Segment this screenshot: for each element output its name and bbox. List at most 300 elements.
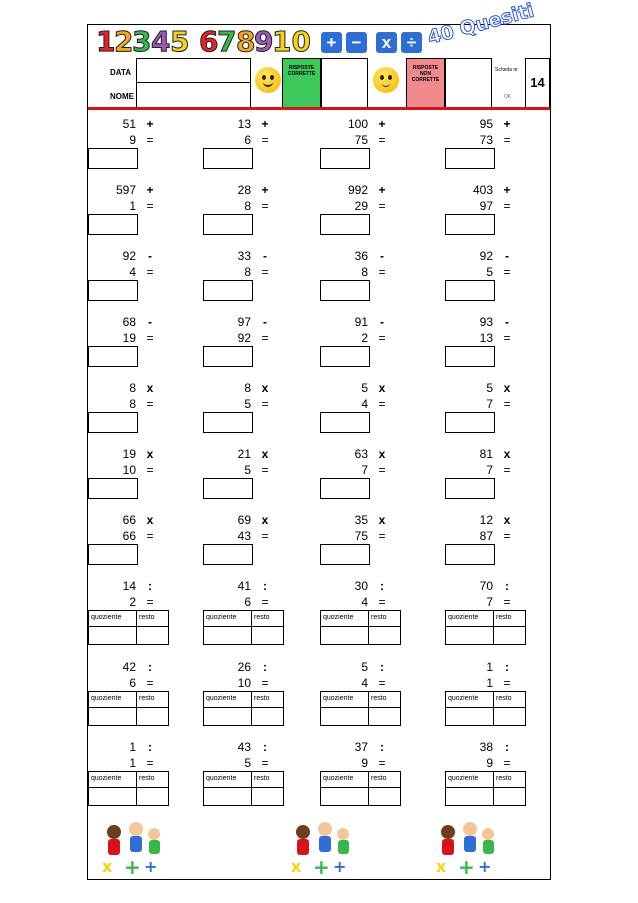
resto-input[interactable] <box>252 788 283 805</box>
answer-box[interactable] <box>320 544 370 565</box>
resto-input[interactable] <box>137 708 168 725</box>
first-operand: 1 <box>486 660 493 674</box>
answer-box[interactable] <box>88 280 138 301</box>
operator-symbol: : <box>263 579 267 593</box>
second-operand: 2 <box>361 331 368 345</box>
first-operand: 12 <box>479 513 493 527</box>
equals-sign: = <box>261 199 269 213</box>
logo-digit: 6 <box>199 25 219 58</box>
quoziente-input[interactable] <box>204 708 251 725</box>
svg-text:+: + <box>458 855 475 879</box>
division-answer-box <box>203 691 284 726</box>
operator-symbol: : <box>148 660 152 674</box>
first-operand: 35 <box>354 513 368 527</box>
exercise <box>88 579 208 641</box>
second-operand: 8 <box>244 265 251 279</box>
quoziente-label: quoziente <box>323 695 354 702</box>
resto-input[interactable] <box>369 708 400 725</box>
times-icon: x <box>376 32 397 53</box>
operator-symbol: : <box>505 660 509 674</box>
equals-sign: = <box>378 676 386 690</box>
quoziente-label: quoziente <box>323 775 354 782</box>
resto-label: resto <box>139 775 155 782</box>
second-operand: 5 <box>244 397 251 411</box>
division-answer-box <box>88 771 169 806</box>
exercise <box>203 183 323 245</box>
first-operand: 69 <box>237 513 251 527</box>
first-operand: 19 <box>122 447 136 461</box>
svg-text:+: + <box>313 855 330 879</box>
first-operand: 37 <box>354 740 368 754</box>
correct-count-field[interactable] <box>321 58 368 108</box>
first-operand: 30 <box>354 579 368 593</box>
quoziente-input[interactable] <box>321 708 368 725</box>
answer-box[interactable] <box>320 346 370 367</box>
equals-sign: = <box>146 331 154 345</box>
exercise <box>320 249 440 311</box>
svg-text:+: + <box>333 857 347 876</box>
equals-sign: = <box>261 265 269 279</box>
first-operand: 8 <box>129 381 136 395</box>
resto-input[interactable] <box>137 788 168 805</box>
resto-label: resto <box>371 614 387 621</box>
second-operand: 7 <box>486 397 493 411</box>
first-operand: 8 <box>244 381 251 395</box>
worksheet <box>87 0 551 880</box>
division-answer-box <box>445 691 526 726</box>
exercise <box>88 249 208 311</box>
exercise <box>445 315 565 377</box>
resto-label: resto <box>496 695 512 702</box>
first-operand: 5 <box>486 381 493 395</box>
answer-box[interactable] <box>88 148 138 169</box>
operator-symbol: x <box>503 381 511 395</box>
first-operand: 63 <box>354 447 368 461</box>
logo-digit: 8 <box>236 25 256 58</box>
operator-symbol: - <box>380 249 384 263</box>
quoziente-input[interactable] <box>89 788 136 805</box>
second-operand: 73 <box>479 133 493 147</box>
exercise <box>320 381 440 443</box>
quoziente-input[interactable] <box>204 627 251 644</box>
answer-box[interactable] <box>445 544 495 565</box>
quoziente-label: quoziente <box>448 775 479 782</box>
operator-symbol: - <box>505 315 509 329</box>
quoziente-input[interactable] <box>89 708 136 725</box>
equals-sign: = <box>378 133 386 147</box>
exercise <box>88 513 208 575</box>
first-operand: 100 <box>347 117 368 131</box>
equals-sign: = <box>261 463 269 477</box>
resto-input[interactable] <box>494 788 525 805</box>
first-operand: 26 <box>237 660 251 674</box>
data-label: DATA <box>110 68 132 77</box>
resto-label: resto <box>254 695 270 702</box>
header <box>88 58 550 108</box>
second-operand: 6 <box>129 676 136 690</box>
equals-sign: = <box>146 133 154 147</box>
second-operand: 13 <box>479 331 493 345</box>
equals-sign: = <box>146 676 154 690</box>
resto-label: resto <box>139 614 155 621</box>
operator-symbol: x <box>146 381 154 395</box>
first-operand: 13 <box>237 117 251 131</box>
equals-sign: = <box>146 265 154 279</box>
svg-text:x: x <box>291 857 302 876</box>
answer-box[interactable] <box>203 478 253 499</box>
first-operand: 36 <box>354 249 368 263</box>
answer-box[interactable] <box>203 346 253 367</box>
exercise <box>88 117 208 179</box>
equals-sign: = <box>378 595 386 609</box>
equals-sign: = <box>378 397 386 411</box>
division-answer-box <box>445 771 526 806</box>
first-operand: 97 <box>237 315 251 329</box>
resto-input[interactable] <box>137 627 168 644</box>
resto-input[interactable] <box>252 627 283 644</box>
first-operand: 992 <box>347 183 368 197</box>
operator-symbol: : <box>263 740 267 754</box>
answer-box[interactable] <box>88 544 138 565</box>
answer-box[interactable] <box>320 280 370 301</box>
second-operand: 19 <box>122 331 136 345</box>
division-answer-box <box>320 771 401 806</box>
answer-box[interactable] <box>445 148 495 169</box>
first-operand: 14 <box>122 579 136 593</box>
operator-symbol: - <box>263 315 267 329</box>
answer-box[interactable] <box>88 478 138 499</box>
quoziente-input[interactable] <box>321 788 368 805</box>
kids-math-illustration <box>430 820 500 879</box>
thinking-smiley-icon <box>373 67 399 93</box>
first-operand: 95 <box>479 117 493 131</box>
first-operand: 93 <box>479 315 493 329</box>
answer-box[interactable] <box>445 412 495 433</box>
first-operand: 41 <box>237 579 251 593</box>
first-operand: 5 <box>361 381 368 395</box>
operator-symbol: - <box>148 249 152 263</box>
resto-input[interactable] <box>494 708 525 725</box>
nome-label: NOME <box>110 92 134 101</box>
equals-sign: = <box>503 331 511 345</box>
exercise <box>203 315 323 377</box>
answer-box[interactable] <box>320 214 370 235</box>
equals-sign: = <box>503 397 511 411</box>
operator-symbol: x <box>378 447 386 461</box>
second-operand: 7 <box>486 463 493 477</box>
answer-box[interactable] <box>445 346 495 367</box>
second-operand: 97 <box>479 199 493 213</box>
first-operand: 92 <box>122 249 136 263</box>
division-answer-box <box>203 610 284 645</box>
exercise <box>320 740 440 802</box>
division-answer-box <box>203 771 284 806</box>
answer-box[interactable] <box>203 412 253 433</box>
second-operand: 10 <box>122 463 136 477</box>
second-operand: 29 <box>354 199 368 213</box>
first-operand: 42 <box>122 660 136 674</box>
svg-text:+: + <box>124 855 141 879</box>
first-operand: 68 <box>122 315 136 329</box>
resto-input[interactable] <box>369 788 400 805</box>
exercise <box>88 740 208 802</box>
operator-symbol: : <box>263 660 267 674</box>
answer-box[interactable] <box>203 214 253 235</box>
answer-box[interactable] <box>320 148 370 169</box>
equals-sign: = <box>503 756 511 770</box>
divide-icon: ÷ <box>401 32 422 53</box>
exercise <box>445 183 565 245</box>
data-field[interactable] <box>136 58 251 108</box>
equals-sign: = <box>146 529 154 543</box>
scheda-number: 14 <box>530 75 545 90</box>
equals-sign: = <box>503 199 511 213</box>
operator-symbol: - <box>148 315 152 329</box>
operator-symbol: + <box>261 183 269 197</box>
second-operand: 6 <box>244 595 251 609</box>
quoziente-label: quoziente <box>448 695 479 702</box>
operator-symbol: x <box>378 381 386 395</box>
division-answer-box <box>320 691 401 726</box>
equals-sign: = <box>261 595 269 609</box>
division-answer-box <box>88 691 169 726</box>
second-operand: 4 <box>361 397 368 411</box>
answer-box[interactable] <box>445 280 495 301</box>
first-operand: 1 <box>129 740 136 754</box>
second-operand: 8 <box>129 397 136 411</box>
operator-symbol: x <box>146 513 154 527</box>
svg-text:x: x <box>102 857 113 876</box>
quoziente-label: quoziente <box>91 614 122 621</box>
first-operand: 5 <box>361 660 368 674</box>
quoziente-input[interactable] <box>446 788 493 805</box>
kids-math-illustration <box>96 820 166 879</box>
exercise <box>445 579 565 641</box>
answer-box[interactable] <box>445 478 495 499</box>
second-operand: 7 <box>361 463 368 477</box>
answer-box[interactable] <box>445 214 495 235</box>
exercise <box>88 315 208 377</box>
second-operand: 9 <box>361 756 368 770</box>
equals-sign: = <box>261 756 269 770</box>
exercise <box>203 117 323 179</box>
second-operand: 8 <box>244 199 251 213</box>
answer-box[interactable] <box>88 412 138 433</box>
operator-symbol: + <box>261 117 269 131</box>
exercise <box>88 183 208 245</box>
nome-field-divider <box>136 82 251 83</box>
minus-icon: − <box>346 32 367 53</box>
operator-symbol: : <box>380 660 384 674</box>
operator-symbol: x <box>503 447 511 461</box>
second-operand: 4 <box>361 595 368 609</box>
equals-sign: = <box>503 133 511 147</box>
equals-sign: = <box>261 529 269 543</box>
resto-label: resto <box>371 775 387 782</box>
quoziente-input[interactable] <box>446 708 493 725</box>
second-operand: 1 <box>486 676 493 690</box>
happy-smiley-icon <box>255 67 281 93</box>
quoziente-label: quoziente <box>323 614 354 621</box>
first-operand: 81 <box>479 447 493 461</box>
exercise <box>88 447 208 509</box>
operator-symbol: : <box>505 579 509 593</box>
first-operand: 91 <box>354 315 368 329</box>
operator-symbol: x <box>261 513 269 527</box>
resto-input[interactable] <box>369 627 400 644</box>
first-operand: 403 <box>472 183 493 197</box>
exercise <box>88 381 208 443</box>
kids-math-illustration <box>285 820 355 879</box>
quoziente-label: quoziente <box>91 695 122 702</box>
operator-symbol: : <box>380 579 384 593</box>
first-operand: 92 <box>479 249 493 263</box>
resto-input[interactable] <box>494 627 525 644</box>
answer-box[interactable] <box>203 148 253 169</box>
answer-box[interactable] <box>88 214 138 235</box>
first-operand: 597 <box>115 183 136 197</box>
operator-symbol: + <box>378 117 386 131</box>
second-operand: 9 <box>486 756 493 770</box>
exercise <box>445 117 565 179</box>
svg-text:+: + <box>478 857 492 876</box>
operator-symbol: + <box>378 183 386 197</box>
exercise <box>445 513 565 575</box>
second-operand: 10 <box>237 676 251 690</box>
quoziente-input[interactable] <box>321 627 368 644</box>
logo-digit: 1 <box>96 25 116 58</box>
second-operand: 1 <box>129 199 136 213</box>
exercise <box>320 447 440 509</box>
equals-sign: = <box>378 463 386 477</box>
logo-digit: 10 <box>272 25 311 58</box>
exercise <box>203 513 323 575</box>
exercise <box>203 740 323 802</box>
exercise <box>445 660 565 722</box>
operator-symbol: : <box>148 579 152 593</box>
exercise <box>203 447 323 509</box>
second-operand: 2 <box>129 595 136 609</box>
equals-sign: = <box>261 397 269 411</box>
equals-sign: = <box>146 397 154 411</box>
equals-sign: = <box>378 756 386 770</box>
quoziente-label: quoziente <box>91 775 122 782</box>
second-operand: 1 <box>129 756 136 770</box>
equals-sign: = <box>261 676 269 690</box>
exercise <box>320 660 440 722</box>
logo-digit: 7 <box>217 25 237 58</box>
banner <box>88 0 550 58</box>
operator-symbol: + <box>146 183 154 197</box>
second-operand: 92 <box>237 331 251 345</box>
answer-box[interactable] <box>203 544 253 565</box>
operator-symbol: x <box>261 447 269 461</box>
equals-sign: = <box>146 463 154 477</box>
first-operand: 66 <box>122 513 136 527</box>
operator-symbol: x <box>503 513 511 527</box>
equals-sign: = <box>146 756 154 770</box>
svg-text:+: + <box>144 857 158 876</box>
resto-label: resto <box>371 695 387 702</box>
equals-sign: = <box>503 595 511 609</box>
equals-sign: = <box>378 529 386 543</box>
incorrect-count-field[interactable] <box>445 58 492 108</box>
exercise <box>320 183 440 245</box>
equals-sign: = <box>503 529 511 543</box>
answer-box[interactable] <box>320 412 370 433</box>
second-operand: 9 <box>129 133 136 147</box>
second-operand: 4 <box>129 265 136 279</box>
first-operand: 38 <box>479 740 493 754</box>
resto-label: resto <box>496 614 512 621</box>
first-operand: 28 <box>237 183 251 197</box>
resto-input[interactable] <box>252 708 283 725</box>
second-operand: 75 <box>354 133 368 147</box>
equals-sign: = <box>503 463 511 477</box>
second-operand: 5 <box>244 756 251 770</box>
division-answer-box <box>445 610 526 645</box>
risposte-corrette-label: RISPOSTE CORRETTE <box>282 58 321 108</box>
logo-digit: 2 <box>114 25 134 58</box>
equals-sign: = <box>261 331 269 345</box>
resto-label: resto <box>254 775 270 782</box>
first-operand: 70 <box>479 579 493 593</box>
quoziente-input[interactable] <box>446 627 493 644</box>
exercise <box>320 579 440 641</box>
answer-box[interactable] <box>320 478 370 499</box>
operator-symbol: + <box>503 117 511 131</box>
operator-symbol: + <box>146 117 154 131</box>
quoziente-input[interactable] <box>204 788 251 805</box>
equals-sign: = <box>503 265 511 279</box>
equals-sign: = <box>503 676 511 690</box>
second-operand: 6 <box>244 133 251 147</box>
quoziente-label: quoziente <box>206 695 237 702</box>
resto-label: resto <box>139 695 155 702</box>
division-answer-box <box>320 610 401 645</box>
exercise <box>203 381 323 443</box>
answer-box[interactable] <box>88 346 138 367</box>
answer-box[interactable] <box>203 280 253 301</box>
equals-sign: = <box>378 199 386 213</box>
second-operand: 66 <box>122 529 136 543</box>
logo-digit: 5 <box>170 25 190 58</box>
exercise <box>203 249 323 311</box>
second-operand: 7 <box>486 595 493 609</box>
second-operand: 5 <box>244 463 251 477</box>
scheda-label: Scheda nr <box>495 67 518 73</box>
plus-icon: + <box>321 32 342 53</box>
operator-symbol: : <box>380 740 384 754</box>
risposte-non-corrette-label: RISPOSTE NON CORRETTE <box>406 58 445 108</box>
first-operand: 51 <box>122 117 136 131</box>
equals-sign: = <box>378 265 386 279</box>
exercise <box>203 579 323 641</box>
resto-label: resto <box>496 775 512 782</box>
operator-symbol: - <box>263 249 267 263</box>
exercise <box>320 315 440 377</box>
header-divider <box>88 107 550 110</box>
second-operand: 75 <box>354 529 368 543</box>
exercise <box>445 249 565 311</box>
equals-sign: = <box>378 331 386 345</box>
second-operand: 5 <box>486 265 493 279</box>
first-operand: 43 <box>237 740 251 754</box>
resto-label: resto <box>254 614 270 621</box>
operator-symbol: x <box>378 513 386 527</box>
quoziente-input[interactable] <box>89 627 136 644</box>
banner-title: 40 Quesiti <box>425 0 537 50</box>
